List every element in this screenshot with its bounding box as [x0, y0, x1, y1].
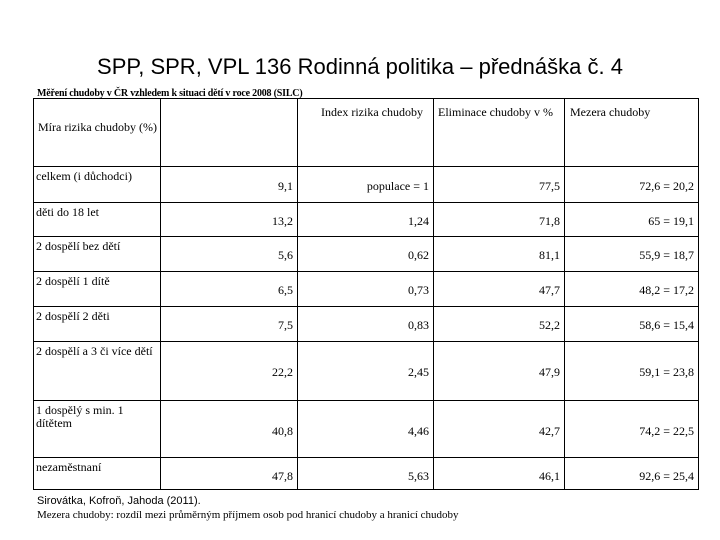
cell-mezera: 74,2 = 22,5	[639, 424, 694, 438]
cell-index: 5,63	[408, 469, 429, 483]
cell-eliminace: 81,1	[539, 248, 560, 262]
header-mezera: Mezera chudoby	[570, 105, 651, 119]
cell-eliminace: 47,7	[539, 283, 560, 297]
footnote: Mezera chudoby: rozdíl mezi průměrným příjmem osob pod hranicí chudoby a hranicí chudoby	[37, 509, 459, 521]
cell-eliminace: 47,9	[539, 365, 560, 379]
row-label: 2 dospělí 1 dítě	[36, 274, 110, 288]
header-eliminace-cell	[434, 99, 565, 167]
header-mira-cell	[161, 99, 298, 167]
table-caption: Měření chudoby v ČR vzhledem k situaci dětí v roce 2008 (SILC)	[37, 88, 303, 99]
slide-title: SPP, SPR, VPL 136 Rodinná politika – přednáška č. 4	[97, 54, 623, 79]
cell-index: 2,45	[408, 365, 429, 379]
header-mira: Míra rizika chudoby (%)	[38, 120, 157, 134]
row-label: 2 dospělí 2 děti	[36, 309, 110, 323]
cell-eliminace: 42,7	[539, 424, 560, 438]
cell-index: 0,73	[408, 283, 429, 297]
table-row	[34, 203, 699, 237]
table-row	[34, 401, 699, 458]
header-eliminace: Eliminace chudoby v %	[438, 105, 553, 119]
cell-mezera: 92,6 = 25,4	[639, 469, 694, 483]
cell-mira: 22,2	[272, 365, 293, 379]
source-footer	[37, 494, 459, 522]
cell-eliminace: 77,5	[539, 179, 560, 193]
cell-index: populace = 1	[366, 179, 429, 193]
cell-mezera: 48,2 = 17,2	[639, 283, 694, 297]
table-row	[34, 237, 699, 272]
header-empty-cell	[34, 99, 161, 167]
cell-mira: 6,5	[278, 283, 293, 297]
cell-index: 4,46	[408, 424, 429, 438]
header-index: Index rizika chudoby	[321, 105, 423, 119]
poverty-table	[33, 98, 699, 490]
cell-mezera: 59,1 = 23,8	[639, 365, 694, 379]
table-row	[34, 167, 699, 203]
cell-mira: 5,6	[278, 248, 293, 262]
header-mezera-cell	[565, 99, 699, 167]
row-label: celkem (i důchodci)	[36, 169, 132, 183]
row-label: 2 dospělí a 3 či více dětí	[36, 344, 153, 358]
header-index-cell	[298, 99, 434, 167]
cell-mira: 47,8	[272, 469, 293, 483]
table-row	[34, 307, 699, 342]
cell-mira: 40,8	[272, 424, 293, 438]
cell-mira: 9,1	[278, 179, 293, 193]
row-label: 1 dospělý s min. 1 dítětem	[36, 403, 124, 430]
table-header-row	[34, 99, 699, 167]
row-label: nezaměstnaní	[36, 460, 102, 474]
cell-eliminace: 71,8	[539, 214, 560, 228]
row-label: děti do 18 let	[36, 205, 99, 219]
cell-mezera: 55,9 = 18,7	[639, 248, 694, 262]
cell-eliminace: 52,2	[539, 318, 560, 332]
cell-mezera: 58,6 = 15,4	[639, 318, 694, 332]
cell-eliminace: 46,1	[539, 469, 560, 483]
table-row	[34, 458, 699, 490]
row-label: 2 dospělí bez dětí	[36, 239, 121, 253]
cell-mezera: 72,6 = 20,2	[639, 179, 694, 193]
cell-index: 0,83	[408, 318, 429, 332]
cell-mezera: 65 = 19,1	[648, 214, 694, 228]
table-row	[34, 342, 699, 401]
cell-mira: 13,2	[272, 214, 293, 228]
table-row	[34, 272, 699, 307]
source-citation: Sirovátka, Kofroň, Jahoda (2011).	[37, 495, 201, 507]
cell-index: 1,24	[408, 214, 429, 228]
cell-mira: 7,5	[278, 318, 293, 332]
cell-index: 0,62	[408, 248, 429, 262]
